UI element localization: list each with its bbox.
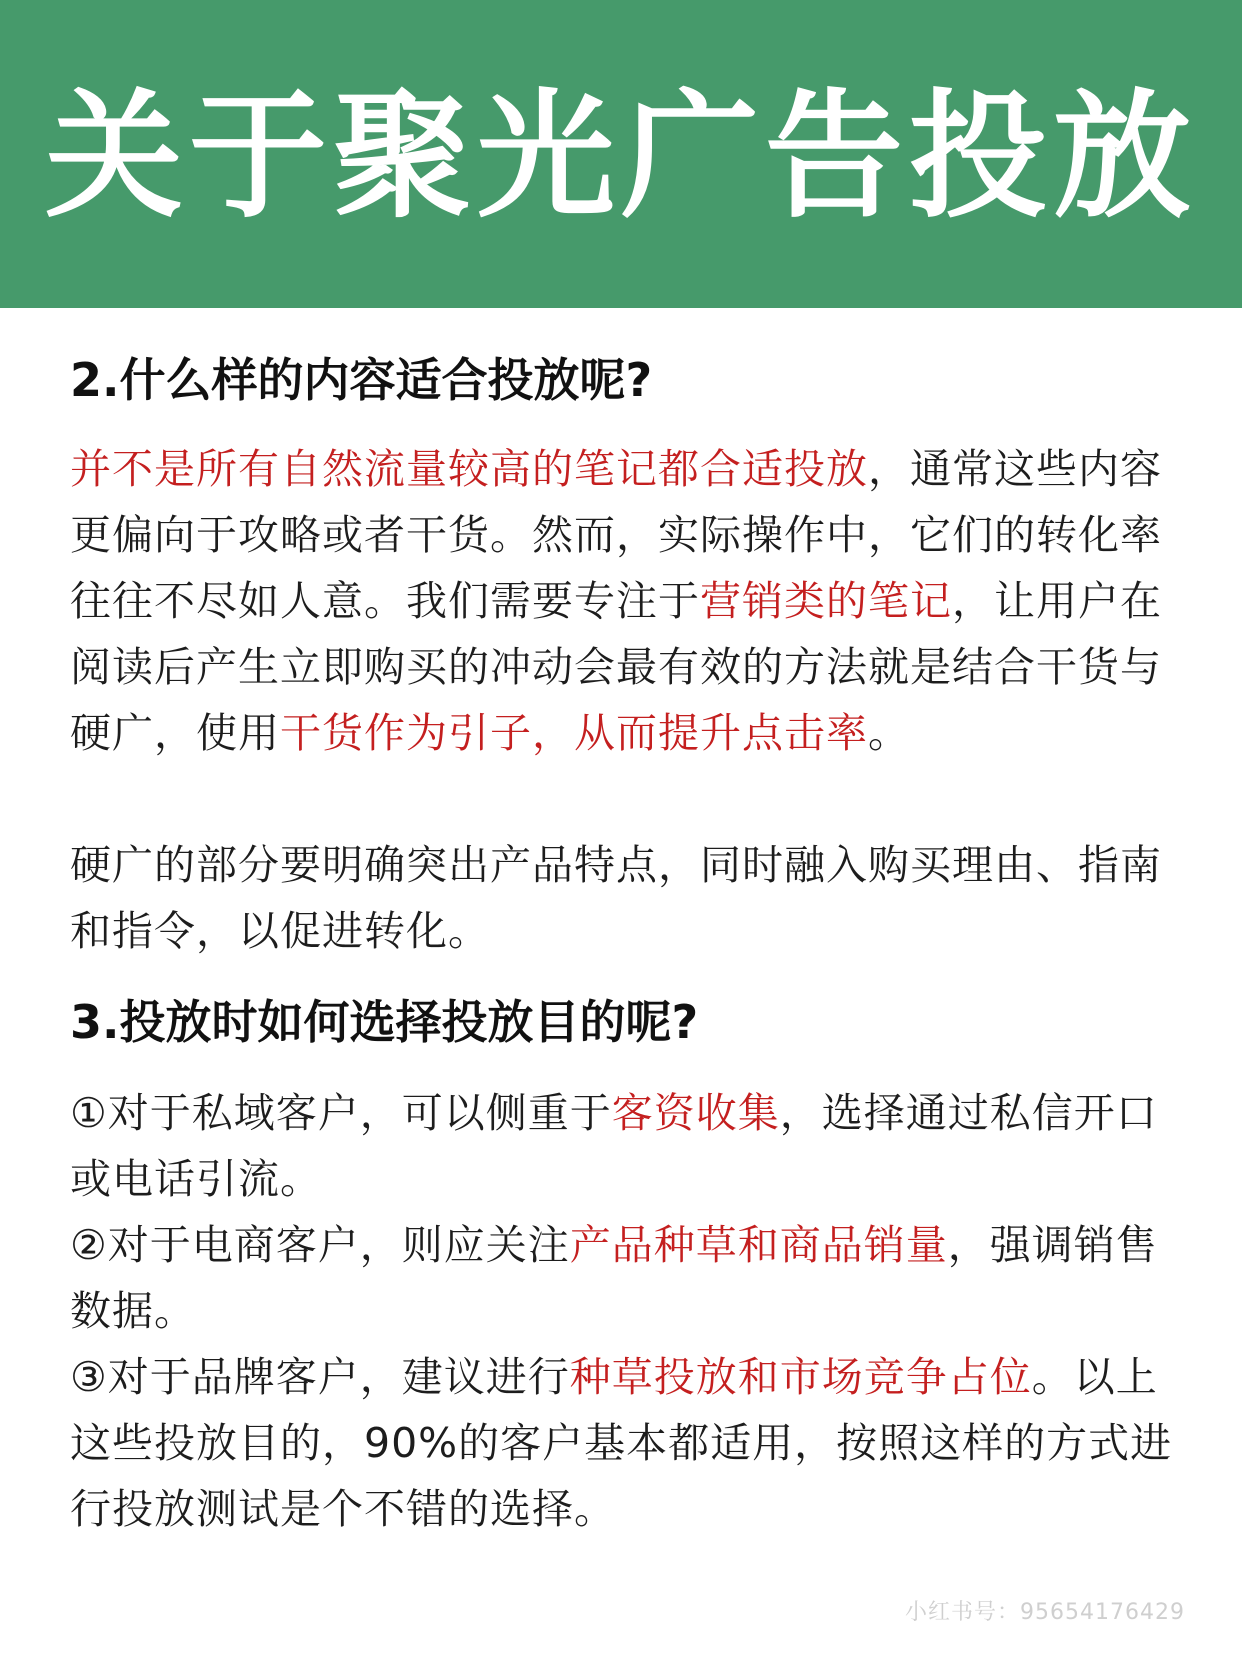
section-2-paragraph-2: 硬广的部分要明确突出产品特点，同时融入购买理由、指南和指令，以促进转化。 bbox=[70, 841, 1162, 955]
banner-title: 关于聚光广告投放 bbox=[44, 76, 1197, 237]
title-banner bbox=[0, 0, 1242, 308]
highlight-text: 干货作为引子，从而提升点击率 bbox=[280, 709, 868, 757]
watermark: 小红书号：95654176429 bbox=[905, 1600, 1185, 1625]
section-3-item-3 bbox=[70, 1344, 1176, 1542]
body-text: ，强调销售数据。 bbox=[70, 1221, 1158, 1335]
body-text: 。 bbox=[868, 709, 910, 757]
section-3-heading: 3.投放时如何选择投放目的呢? bbox=[70, 995, 699, 1049]
section-2-heading: 2.什么样的内容适合投放呢? bbox=[70, 353, 653, 407]
highlight-text: 产品种草和商品销量 bbox=[569, 1221, 948, 1269]
highlight-text: 客资收集 bbox=[611, 1089, 780, 1137]
highlight-text: 营销类的笔记 bbox=[700, 577, 952, 625]
section-3-item-2 bbox=[70, 1212, 1176, 1344]
highlight-text: 种草投放和市场竞争占位 bbox=[569, 1353, 1032, 1401]
body-text: ①对于私域客户，可以侧重于 bbox=[70, 1089, 612, 1137]
body-text: ③对于品牌客户，建议进行 bbox=[70, 1353, 570, 1401]
body-text: ，通常这些内容更偏向于攻略或者干货。然而，实际操作中，它们的转化率往往不尽如人意。我们需要专注于 bbox=[70, 445, 1162, 625]
article-body bbox=[70, 348, 1176, 1542]
body-text: ②对于电商客户，则应关注 bbox=[70, 1221, 570, 1269]
highlight-text: 并不是所有自然流量较高的笔记都合适投放 bbox=[70, 445, 868, 493]
body-text: ，选择通过私信开口或电话引流。 bbox=[70, 1089, 1158, 1203]
body-text: 。以上这些投放目的，90%的客户基本都适用，按照这样的方式进行投放测试是个不错的选择。 bbox=[70, 1353, 1173, 1533]
body-text: ，让用户在阅读后产生立即购买的冲动会最有效的方法就是结合干货与硬广，使用 bbox=[70, 577, 1162, 757]
section-2-paragraph-1 bbox=[70, 436, 1176, 766]
section-3-item-1 bbox=[70, 1080, 1176, 1212]
